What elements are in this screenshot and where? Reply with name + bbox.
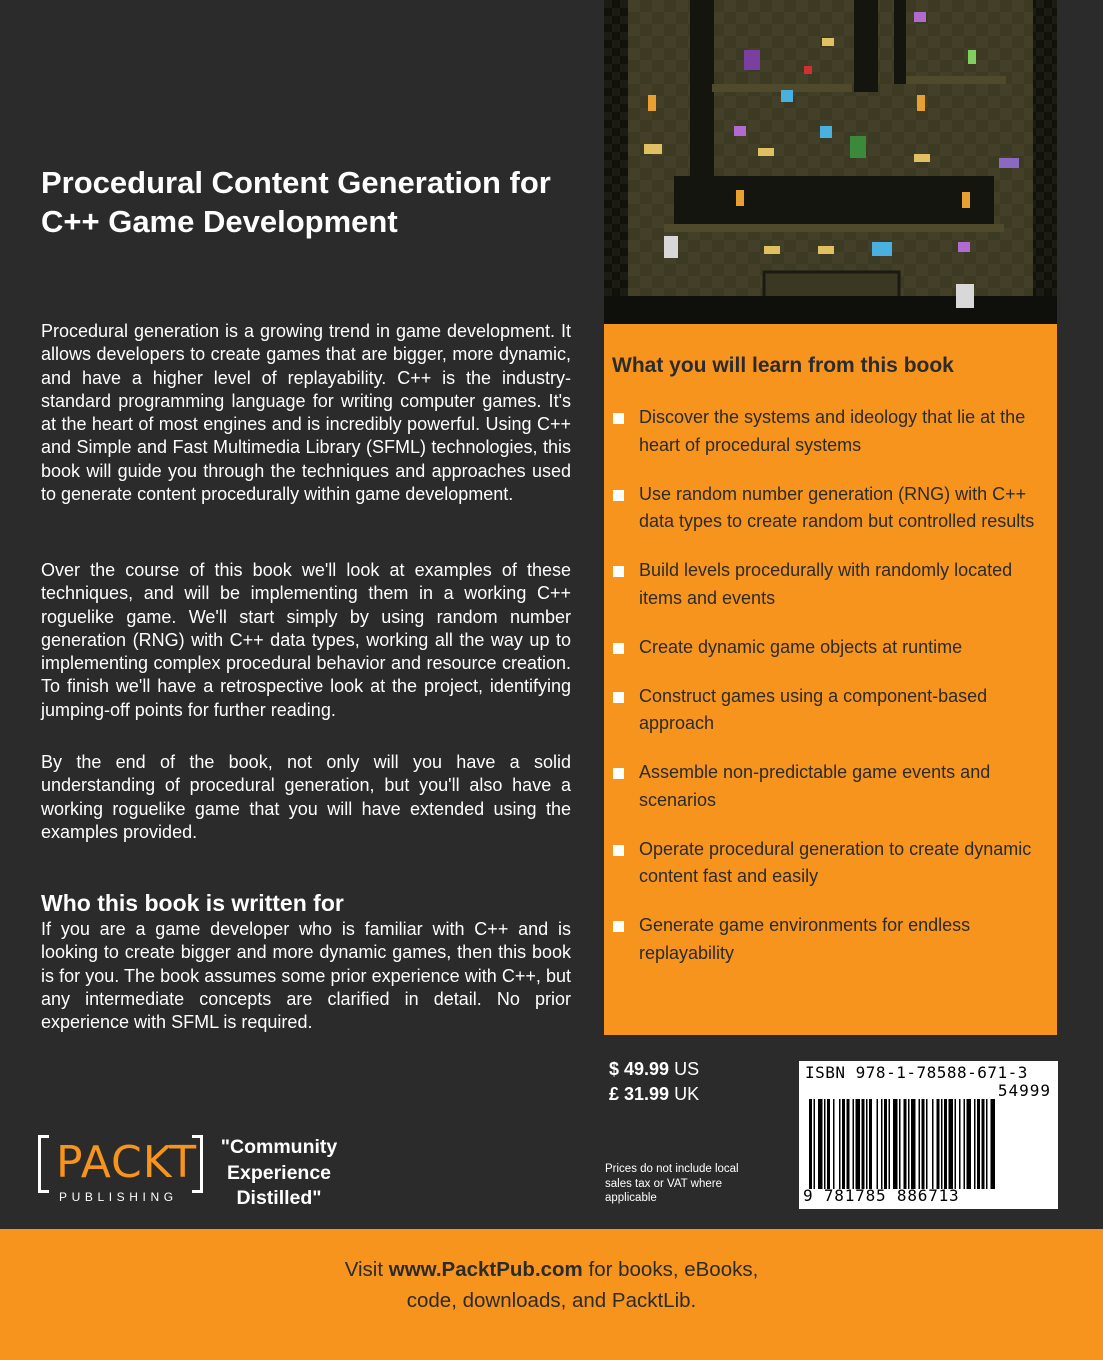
list-item: Construct games using a component-based approach	[612, 683, 1042, 738]
list-item: Create dynamic game objects at runtime	[612, 634, 1042, 662]
publisher-sub: PUBLISHING	[59, 1190, 178, 1204]
barcode-addon: 54999	[997, 1081, 1051, 1100]
square-bullet-icon	[613, 768, 624, 779]
learn-panel	[604, 324, 1057, 1035]
learn-list	[612, 404, 1042, 989]
packt-logo	[38, 1135, 208, 1210]
barcode-bars-icon	[809, 1099, 1049, 1189]
description-paragraph-2: Over the course of this book we'll look at examples of these techniques, and will be implementing them in a working C++ roguelike game. We'll start simply by using random number generation (RNG) with C++ data types, working all the way up to implementing complex procedural behavior and resource creation. To finish we'll have a retrospective look at the project, identifying jumping-off points for further reading.	[41, 560, 571, 720]
publisher-name: PACKT	[56, 1137, 198, 1188]
list-item: Generate game environments for endless replayability	[612, 912, 1042, 967]
square-bullet-icon	[613, 490, 624, 501]
publisher-slogan: "Community Experience Distilled"	[220, 1136, 338, 1209]
square-bullet-icon	[613, 845, 624, 856]
square-bullet-icon	[613, 643, 624, 654]
book-title: Procedural Content Generation for C++ Game Development	[41, 165, 551, 239]
bracket-right-icon	[192, 1135, 203, 1193]
price-note: Prices do not include local sales tax or VAT where applicable	[605, 1163, 739, 1204]
square-bullet-icon	[613, 921, 624, 932]
bracket-left-icon	[38, 1135, 49, 1193]
description-paragraph-1: Procedural generation is a growing trend in game development. It allows developers to create games that are bigger, more dynamic, and have a higher level of replayability. C++ is the industry-standard programming language for writing computer games. It's at the heart of most engines and is incredibly powerful. Using C++ and Simple and Fast Multimedia Library (SFML) technologies, this book will guide you through the techniques and approaches used to generate content procedurally within game development.	[41, 321, 571, 505]
who-heading: Who this book is written for	[41, 890, 344, 916]
description-paragraph-3: By the end of the book, not only will you have a solid understanding of procedural generation, but you'll also have a working roguelike game that you will have extended using the examples provided.	[41, 752, 571, 842]
list-item: Build levels procedurally with randomly located items and events	[612, 557, 1042, 612]
who-paragraph: If you are a game developer who is familiar with C++ and is looking to create bigger and more dynamic games, then this book is for you. The book assumes some prior experience with C++, but any intermediate concepts are clarified in detail. No prior experience with SFML is required.	[41, 919, 571, 1033]
isbn-barcode	[799, 1061, 1058, 1209]
footer-banner	[0, 1229, 1103, 1360]
square-bullet-icon	[613, 566, 624, 577]
list-item: Operate procedural generation to create dynamic content fast and easily	[612, 836, 1042, 891]
price-us: $ 49.99 US	[609, 1059, 700, 1079]
learn-heading: What you will learn from this book	[612, 354, 954, 377]
list-item: Assemble non-predictable game events and scenarios	[612, 759, 1042, 814]
square-bullet-icon	[613, 413, 624, 424]
footer-text: Visit www.PacktPub.com for books, eBooks, code, downloads, and PacktLib.	[344, 1258, 759, 1312]
game-screenshot-illustration	[604, 0, 1057, 324]
square-bullet-icon	[613, 692, 624, 703]
footer-url[interactable]: www.PacktPub.com	[388, 1258, 583, 1281]
ean-number: 9 781785 886713	[803, 1186, 960, 1205]
list-item: Use random number generation (RNG) with C++ data types to create random but controlled results	[612, 481, 1042, 536]
price-uk: £ 31.99 UK	[609, 1084, 700, 1104]
list-item: Discover the systems and ideology that lie at the heart of procedural systems	[612, 404, 1042, 459]
isbn-number: ISBN 978-1-78588-671-3	[805, 1063, 1028, 1082]
